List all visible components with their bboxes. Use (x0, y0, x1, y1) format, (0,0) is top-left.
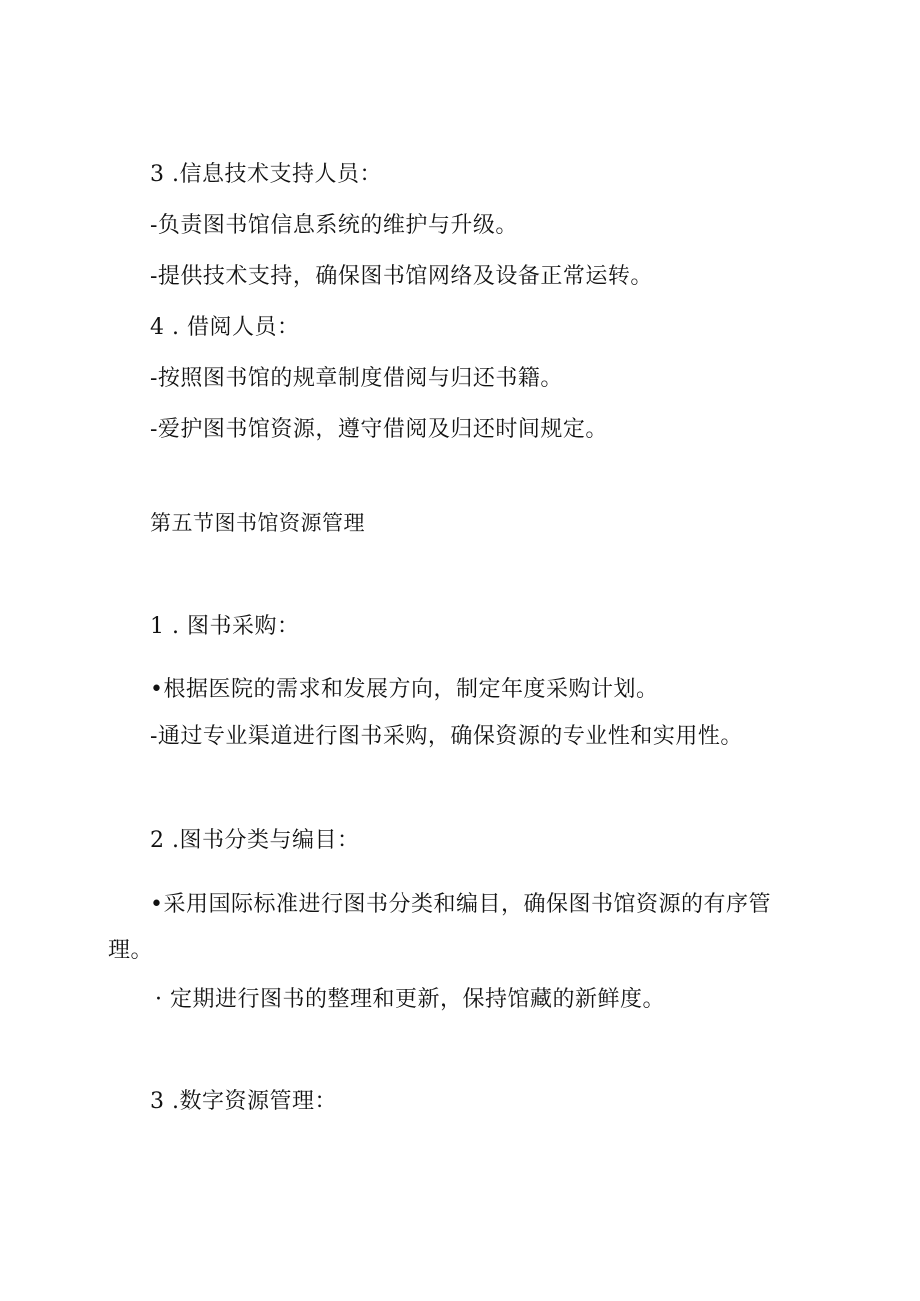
item-4-bullet-1: -按照图书馆的规章制度借阅与归还书籍。 (150, 366, 563, 391)
item-4-bullet-2: -爱护图书馆资源，遵守借阅及归还时间规定。 (150, 417, 608, 442)
item-3-bullet-2: -提供技术支持，确保图书馆网络及设备正常运转。 (150, 264, 653, 289)
sub-2-bullet-1: •采用国际标准进行图书分类和编目，确保图书馆资源的有序管 (150, 892, 771, 917)
sub-1-bullet-2: -通过专业渠道进行图书采购，确保资源的专业性和实用性。 (150, 724, 743, 749)
item-3-bullet-1: -负责图书馆信息系统的维护与升级。 (150, 213, 518, 238)
sub-1-bullet-1: •根据医院的需求和发展方向，制定年度采购计划。 (150, 677, 659, 702)
sub-3-heading: 3 .数字资源管理： (150, 1089, 337, 1114)
sub-2-bullet-2: · 定期进行图书的整理和更新，保持馆藏的新鲜度。 (155, 987, 665, 1012)
section-title: 第五节图书馆资源管理 (150, 511, 365, 535)
sub-1-heading: 1 . 图书采购： (150, 614, 300, 639)
sub-2-bullet-1-continued: 理。 (108, 938, 154, 963)
item-4-heading: 4 . 借阅人员： (150, 315, 300, 340)
sub-2-heading: 2 .图书分类与编目： (150, 828, 360, 853)
item-3-heading: 3 .信息技术支持人员： (150, 162, 382, 187)
